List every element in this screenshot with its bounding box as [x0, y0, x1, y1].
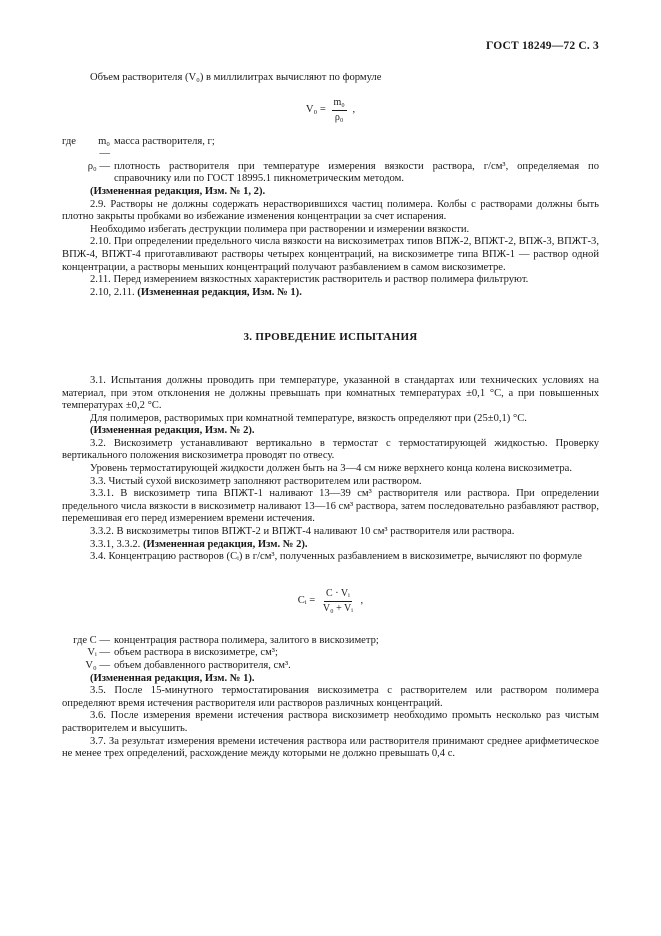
- legend-symbol: V₀ —: [85, 660, 110, 671]
- legend-concentration: [62, 635, 599, 673]
- formula-volume-comma: ,: [352, 103, 356, 115]
- amendment-2-10-2-11: 2.10, 2.11. (Измененная редакция, Изм. № 1).: [90, 286, 302, 298]
- legend-symbol: ρ₀ —: [87, 160, 110, 172]
- legend-symbol: Vᵢ —: [87, 647, 110, 659]
- paragraph-2-9-b: Необходимо избегать деструкции полимера при растворении и измерении вязкости.: [90, 223, 470, 235]
- formula-volume-denominator: ρ₀: [334, 111, 344, 123]
- legend-lead: где: [62, 135, 76, 147]
- legend-symbol: где C —: [73, 634, 110, 646]
- legend-definition: объем раствора в вискозиметре, см³;: [114, 647, 278, 659]
- formula-volume-lhs: V₀ =: [305, 103, 326, 115]
- formula-concentration-denominator: V₀ + Vᵢ: [322, 602, 353, 614]
- document-body: [62, 40, 599, 761]
- legend-lead: [62, 161, 86, 186]
- amendment-note: (Измененная редакция, Изм. № 2).: [90, 425, 255, 437]
- paragraph-3-3-1: 3.3.1. В вискозиметр типа ВПЖТ-1 наливают 13—39 см³ растворителя или раствора. При определении предельного числа вязкости в вискозиметр наливают 13—16 см³ раствора, затем последовательно разбавляют раствор, перемешивая его перед измерением времени истечения.: [62, 488, 599, 525]
- amendment-note: (Измененная редакция, Изм. № 1).: [90, 672, 255, 684]
- legend-definition: объем добавленного растворителя, см³.: [114, 660, 291, 671]
- paragraph-3-2: 3.2. Вискозиметр устанавливают вертикально в термостат с термостатирующей жидкостью. Проверку вертикального положения вискозиметра проводят по отвесу.: [62, 437, 599, 462]
- paragraph-3-1: 3.1. Испытания должны проводить при температуре, указанной в стандартах или технических условиях на материал, при этом отклонения не должны превышать при комнатных температурах ±0,1 °С, а при повышенных температурах ±0,2 °С.: [62, 374, 599, 412]
- legend-definition: масса растворителя, г;: [114, 135, 215, 147]
- formula-concentration-fraction: [321, 588, 355, 615]
- paragraph-2-10: 2.10. При определении предельного числа вязкости на вискозиметрах типов ВПЖ-2, ВПЖТ-2, ВПЖ-3, ВПЖТ-3, ВПЖ-4, ВПЖТ-4 приготавливают растворы четырех концентраций, на вискозиметре типа ВПЖ-1 — раствор одной концентрации, а растворы меньших концентраций получают разбавлением в самом вискозиметре.: [62, 236, 599, 273]
- legend-volume: [62, 136, 599, 186]
- paragraph-3-5: 3.5. После 15-минутного термостатирования вискозиметра с растворителем или раствором полимера определяют время истечения растворителя или растворов различных концентраций.: [62, 685, 599, 709]
- page-header: ГОСТ 18249—72 С. 3: [486, 40, 599, 52]
- section-title: 3. ПРОВЕДЕНИЕ ИСПЫТАНИЯ: [243, 331, 418, 344]
- paragraph-3-4: 3.4. Концентрацию растворов (Cᵢ) в г/см³, полученных разбавлением в вискозиметре, вычисляют по формуле: [90, 551, 582, 563]
- formula-concentration: [62, 588, 599, 615]
- legend-definition: плотность растворителя при температуре измерения вязкости раствора, г/см³, определяемая по справочнику или по ГОСТ 18995.1 пикнометрическим методом.: [114, 160, 599, 185]
- formula-volume-numerator: m₀: [332, 97, 347, 111]
- paragraph-3-2-b: Уровень термостатирующей жидкости должен быть на 3—4 см ниже верхнего конца колена вискозиметра.: [90, 463, 572, 475]
- formula-concentration-comma: ,: [360, 595, 364, 607]
- legend-definition: концентрация раствора полимера, залитого в вискозиметр;: [114, 634, 379, 646]
- paragraph-2-9: 2.9. Растворы не должны содержать нерастворившихся частиц полимера. Колбы с растворами должны быть плотно закрыты пробками во избежание изменения концентрации за счет испарения.: [62, 198, 599, 223]
- paragraph-3-7: 3.7. За результат измерения времени истечения раствора или растворителя принимают среднее арифметическое не менее трех определений, расхождение между которыми не должно превышать 0,4 с.: [62, 735, 599, 760]
- intro-paragraph: Объем растворителя (V₀) в миллилитрах вычисляют по формуле: [90, 72, 382, 83]
- amendment-note: (Измененная редакция, Изм. № 1, 2).: [90, 185, 266, 197]
- paragraph-3-3-2: 3.3.2. В вискозиметры типов ВПЖТ-2 и ВПЖТ-4 наливают 10 см³ растворителя или раствора.: [90, 526, 515, 538]
- paragraph-3-6: 3.6. После измерения времени истечения раствора вискозиметр необходимо промыть несколько раз чистым растворителем и высушить.: [62, 710, 599, 734]
- formula-concentration-numerator: C · Vᵢ: [324, 588, 352, 602]
- formula-volume-fraction: [332, 97, 347, 124]
- amendment-3-3-1-3-3-2: 3.3.1, 3.3.2. (Измененная редакция, Изм. № 2).: [90, 538, 308, 550]
- paragraph-2-11: 2.11. Перед измерением вязкостных характеристик растворитель и раствор полимера фильтруют.: [90, 274, 529, 286]
- paragraph-3-1-b: Для полимеров, растворимых при комнатной температуре, вязкость определяют при (25±0,1) °С.: [90, 412, 527, 424]
- legend-symbol: m₀ —: [98, 135, 110, 160]
- formula-volume: [62, 97, 599, 124]
- formula-concentration-lhs: Cᵢ =: [297, 595, 316, 607]
- paragraph-3-3: 3.3. Чистый сухой вискозиметр заполняют растворителем или раствором.: [90, 475, 422, 487]
